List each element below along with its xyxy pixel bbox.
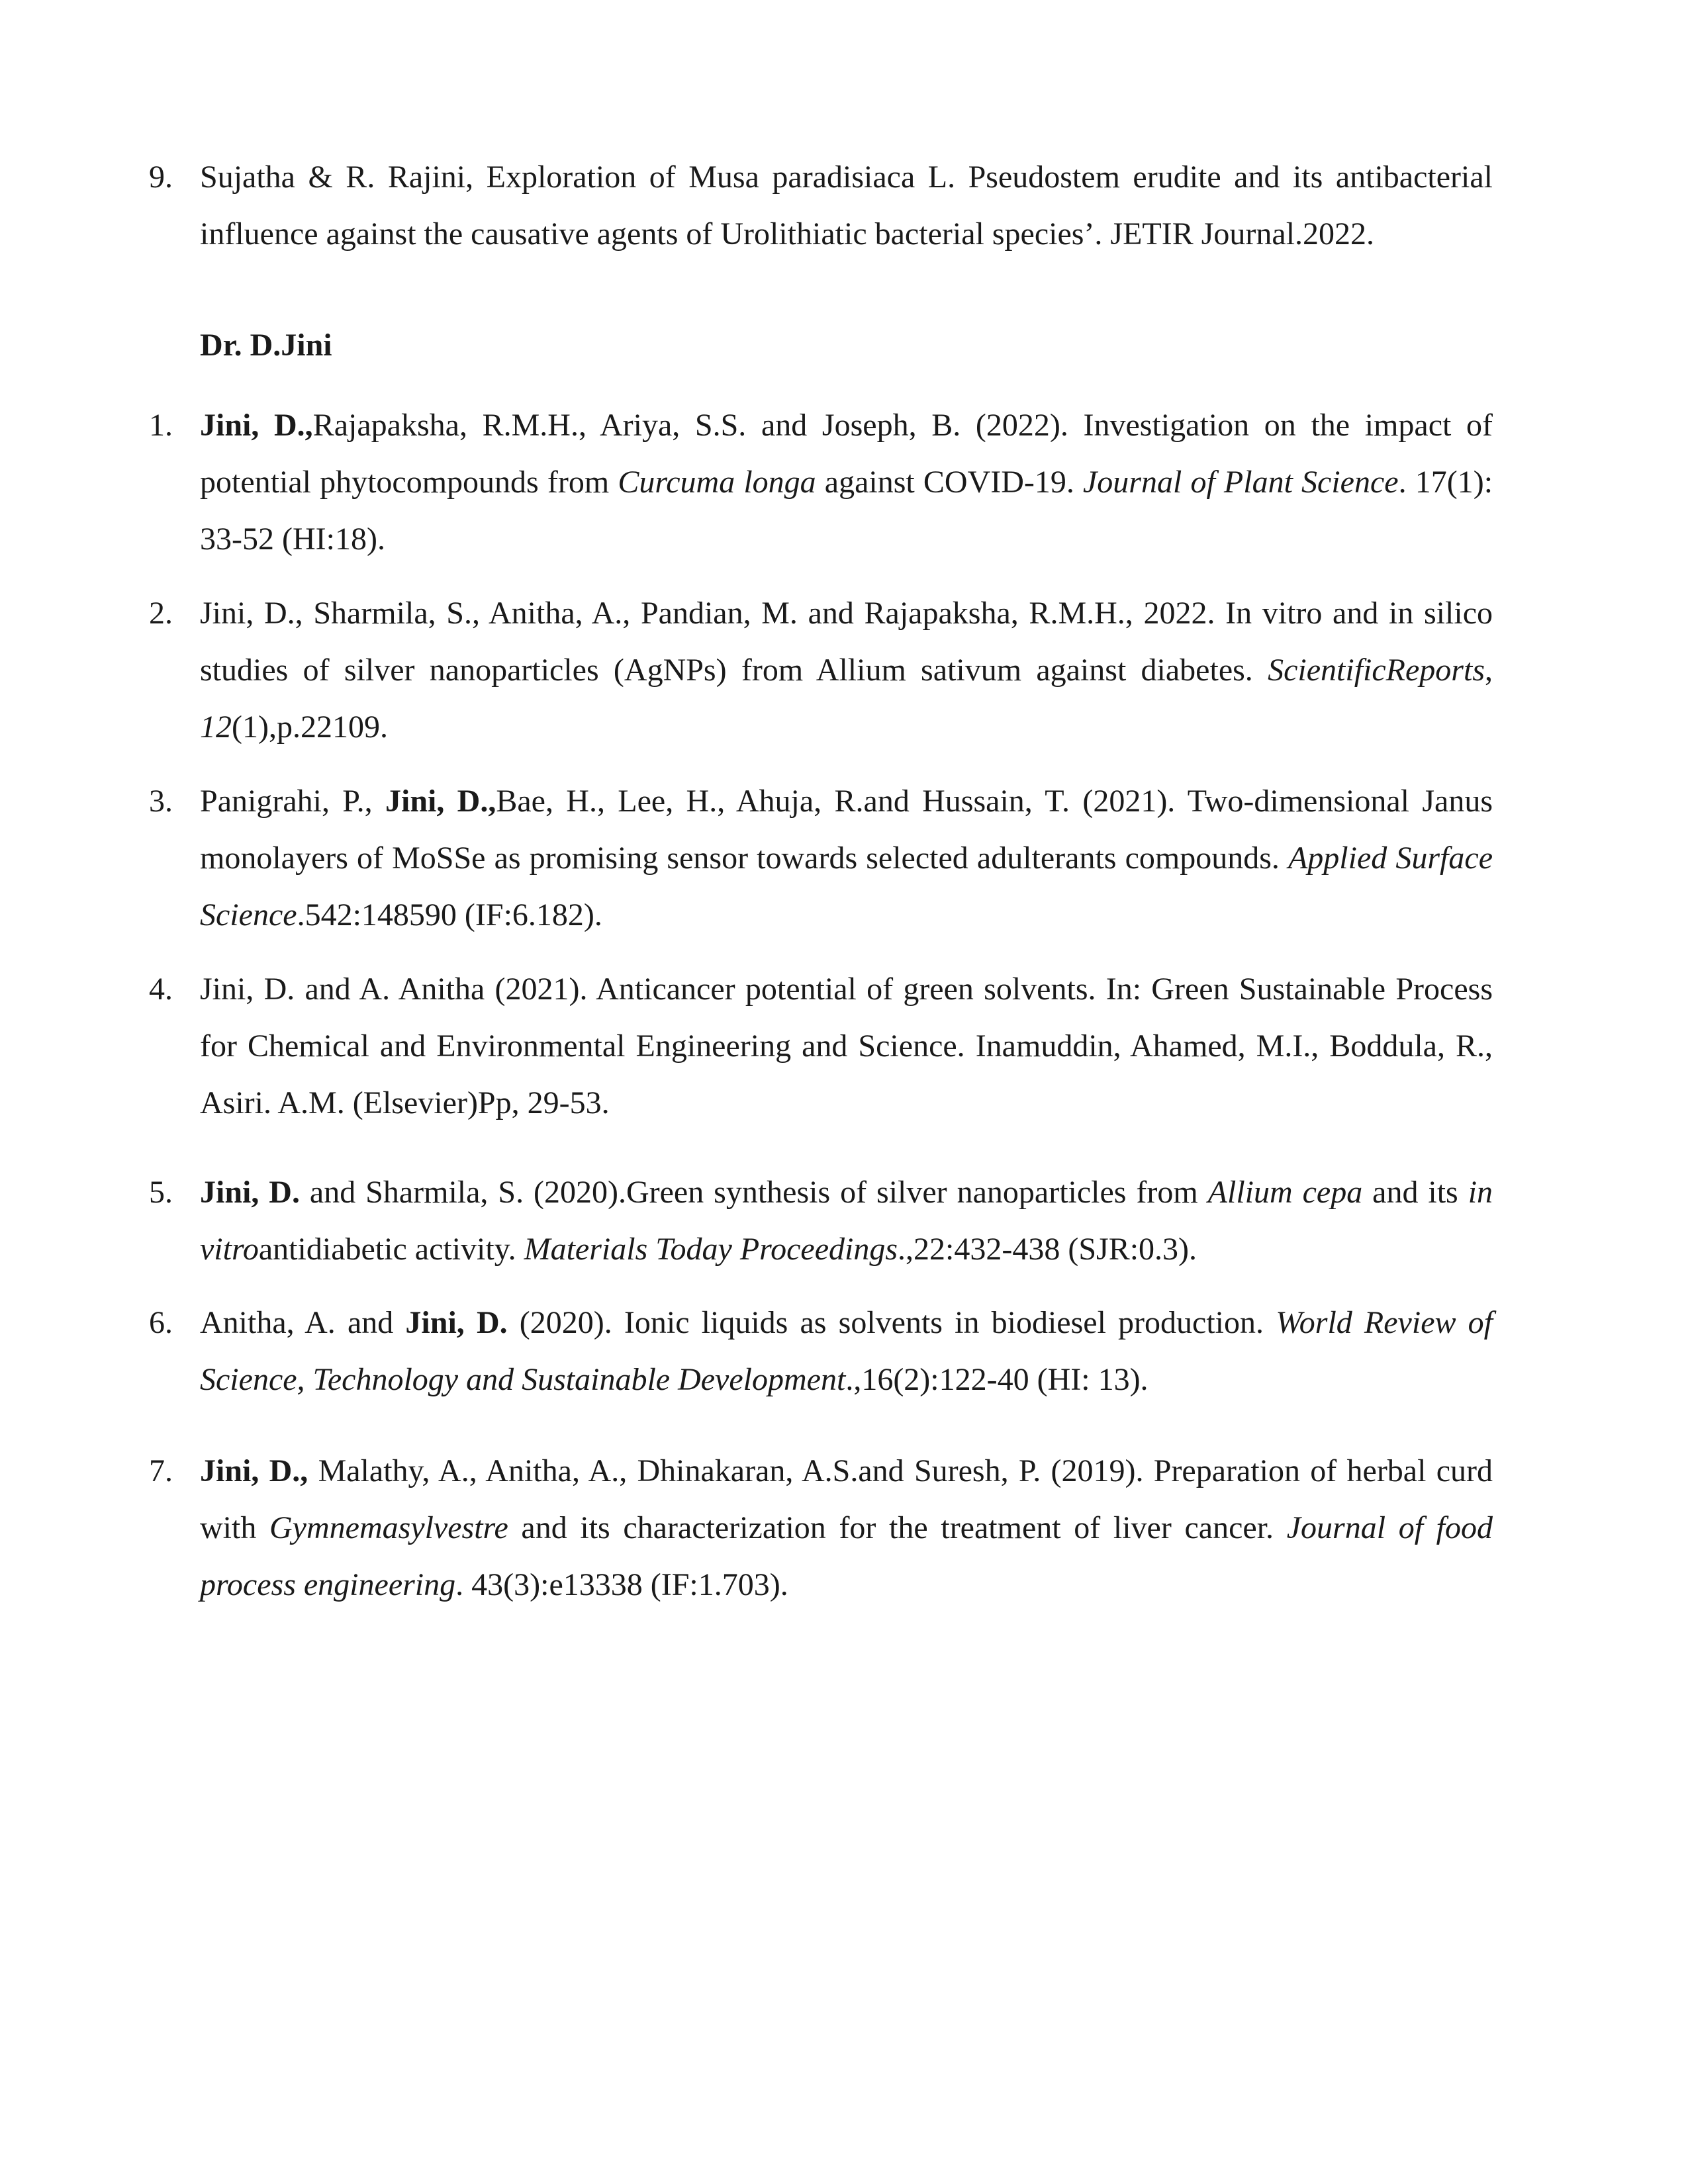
reference-item-6 bbox=[149, 1295, 1493, 1408]
reference-number: 1. bbox=[149, 408, 173, 443]
reference-text: Panigrahi, P., Jini, D.,Bae, H., Lee, H., Ahuja, R.and Hussain, T. (2021). Two-dimensional Janus monolayers of MoSSe as promising sensor towards selected adulterants compounds. Applied Surface Science.542:148590 (IF:6.182). bbox=[200, 784, 1493, 933]
reference-item-5 bbox=[149, 1164, 1493, 1278]
species-name: Curcuma longa bbox=[618, 465, 816, 500]
italic-term: in vitro bbox=[200, 1175, 1493, 1267]
reference-number: 7. bbox=[149, 1453, 173, 1488]
reference-item-2 bbox=[149, 585, 1493, 756]
reference-text: Jini, D. and Sharmila, S. (2020).Green synthesis of silver nanoparticles from Allium cepa and its in vitroantidiabetic activity. Materials Today Proceedings.,22:432-438 (SJR:0.3). bbox=[200, 1175, 1493, 1267]
reference-text: Jini, D. and A. Anitha (2021). Anticancer potential of green solvents. In: Green Sustainable Process for Chemical and Environmental Engineering and Science. Inamuddin, Ahamed, M.I., Boddula, R., Asiri. A.M. (Elsevier)Pp, 29-53. bbox=[200, 972, 1493, 1120]
author-bold: Jini, D., bbox=[385, 784, 496, 819]
reference-number: 6. bbox=[149, 1305, 173, 1340]
species-name: Gymnemasylvestre bbox=[269, 1510, 508, 1545]
reference-text: Sujatha & R. Rajini, Exploration of Musa paradisiaca L. Pseudostem erudite and its antibacterial influence against the causative agents of Urolithiatic bacterial species’. JETIR Journal.2022. bbox=[200, 159, 1493, 251]
author-bold: Jini, D., bbox=[200, 1453, 308, 1488]
reference-item-4 bbox=[149, 961, 1493, 1132]
author-bold: Jini, D. bbox=[405, 1305, 508, 1340]
reference-text: Jini, D., Malathy, A., Anitha, A., Dhinakaran, A.S.and Suresh, P. (2019). Preparation of herbal curd with Gymnemasylvestre and its characterization for the treatment of liver cancer. Journal of food process engineering. 43(3):e13338 (IF:1.703). bbox=[200, 1453, 1493, 1602]
journal-name: ScientificReports bbox=[1268, 653, 1485, 688]
journal-name: Journal of Plant Science bbox=[1083, 465, 1399, 500]
species-name: Allium cepa bbox=[1207, 1175, 1363, 1210]
journal-name: Applied Surface Science bbox=[200, 841, 1493, 933]
reference-number: 5. bbox=[149, 1175, 173, 1210]
author-bold: Jini, D. bbox=[200, 1175, 300, 1210]
reference-number: 2. bbox=[149, 596, 173, 631]
reference-number: 3. bbox=[149, 784, 173, 819]
reference-number: 9. bbox=[149, 159, 173, 195]
reference-text: Anitha, A. and Jini, D. (2020). Ionic liquids as solvents in biodiesel production. World Review of Science, Technology and Sustainable Development.,16(2):122-40 (HI: 13). bbox=[200, 1305, 1493, 1397]
journal-name: Journal of food process engineering bbox=[200, 1510, 1493, 1602]
reference-item-1 bbox=[149, 397, 1493, 568]
reference-text: Jini, D.,Rajapaksha, R.M.H., Ariya, S.S. and Joseph, B. (2022). Investigation on the impact of potential phytocompounds from Curcuma longa against COVID-19. Journal of Plant Science. 17(1): 33-52 (HI:18). bbox=[200, 408, 1493, 557]
reference-number: 4. bbox=[149, 972, 173, 1007]
author-bold: Jini, D., bbox=[200, 408, 313, 443]
reference-item-3 bbox=[149, 773, 1493, 944]
reference-text: Jini, D., Sharmila, S., Anitha, A., Pandian, M. and Rajapaksha, R.M.H., 2022. In vitro and in silico studies of silver nanoparticles (AgNPs) from Allium sativum against diabetes. ScientificReports, 12(1),p.22109. bbox=[200, 596, 1493, 745]
journal-name: World Review of Science, Technology and Sustainable Development bbox=[200, 1305, 1493, 1397]
reference-item-9 bbox=[149, 149, 1493, 263]
reference-item-7 bbox=[149, 1443, 1493, 1614]
journal-name: Materials Today Proceedings bbox=[524, 1232, 898, 1267]
section-heading: Dr. D.Jini bbox=[200, 328, 332, 363]
volume: 12 bbox=[200, 709, 232, 745]
